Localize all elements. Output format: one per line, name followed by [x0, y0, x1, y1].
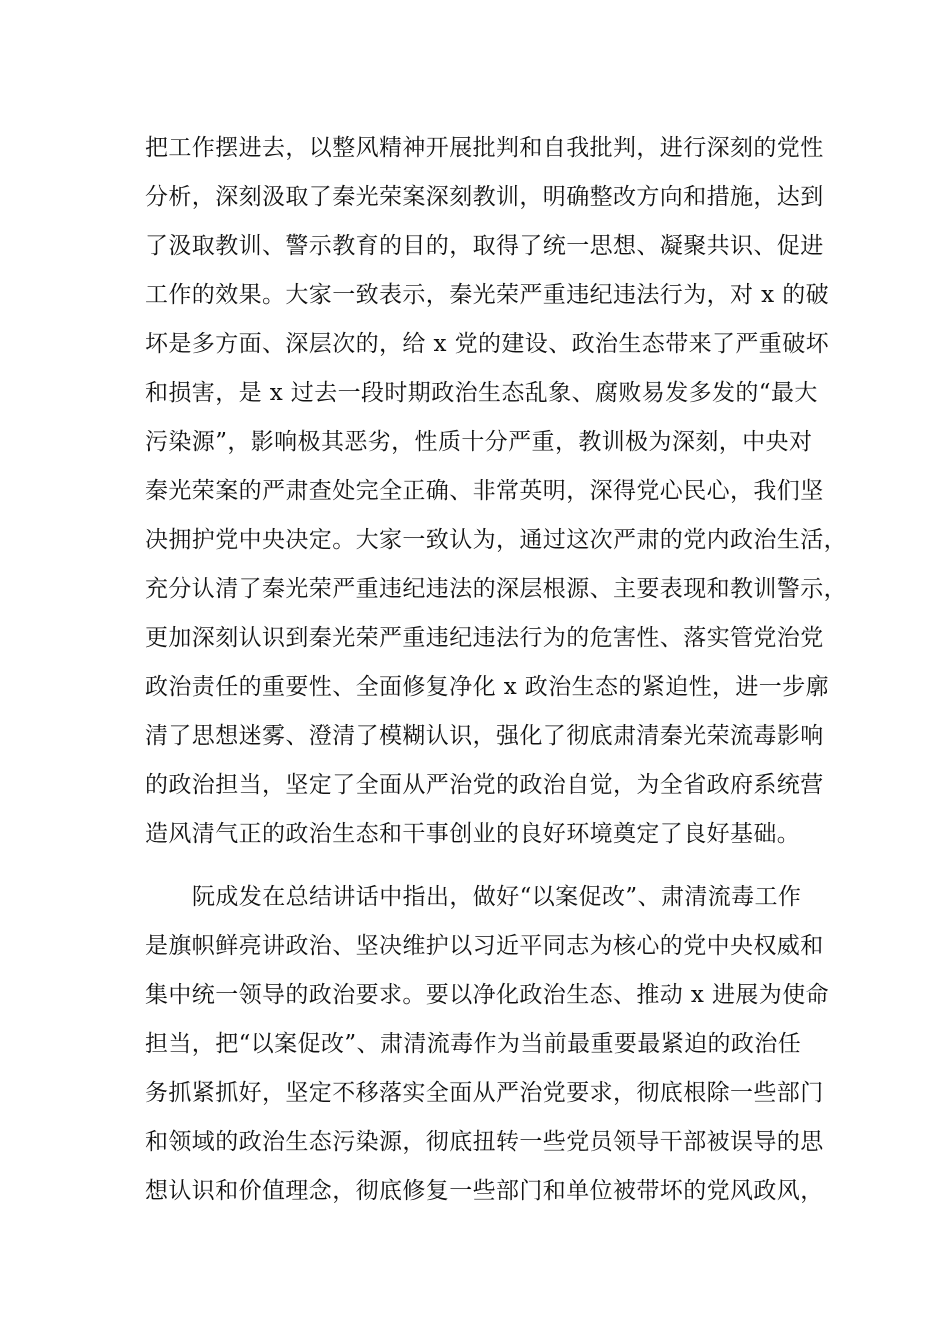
- text-line: 工作的效果。大家一致表示，秦光荣严重违纪违法行为，对 x 的破: [145, 282, 829, 308]
- text-line: 秦光荣案的严肃查处完全正确、非常英明，深得党心民心，我们坚: [145, 478, 824, 504]
- text-line: 污染源”，影响极其恶劣，性质十分严重，教训极为深刻，中央对: [145, 429, 813, 455]
- text-line: 把工作摆进去，以整风精神开展批判和自我批判，进行深刻的党性: [145, 135, 824, 161]
- text-line: 是旗帜鲜亮讲政治、坚决维护以习近平同志为核心的党中央权威和: [145, 933, 824, 959]
- text-line: 决拥护党中央决定。大家一致认为，通过这次严肃的党内政治生活，: [145, 527, 847, 553]
- text-line: 想认识和价值理念，彻底修复一些部门和单位被带坏的党风政风，: [145, 1178, 824, 1204]
- text-line: 政治责任的重要性、全面修复净化 x 政治生态的紧迫性，进一步廓: [145, 674, 829, 700]
- text-line: 的政治担当，坚定了全面从严治党的政治自觉，为全省政府系统营: [145, 772, 824, 798]
- text-line: 分析，深刻汲取了秦光荣案深刻教训，明确整改方向和措施，达到: [145, 184, 824, 210]
- text-line: 和损害，是 x 过去一段时期政治生态乱象、腐败易发多发的“最大: [145, 380, 818, 406]
- text-line: 了汲取教训、警示教育的目的，取得了统一思想、凝聚共识、促进: [145, 233, 824, 259]
- text-line: 担当，把“以案促改”、肃清流毒作为当前最重要最紧迫的政治任: [145, 1031, 802, 1057]
- text-line: 坏是多方面、深层次的，给 x 党的建设、政治生态带来了严重破坏: [145, 331, 829, 357]
- text-line: 集中统一领导的政治要求。要以净化政治生态、推动 x 进展为使命: [145, 982, 829, 1008]
- text-line: 更加深刻认识到秦光荣严重违纪违法行为的危害性、落实管党治党: [145, 625, 824, 651]
- text-line: 充分认清了秦光荣严重违纪违法的深层根源、主要表现和教训警示，: [145, 576, 847, 602]
- text-line: 务抓紧抓好，坚定不移落实全面从严治党要求，彻底根除一些部门: [145, 1080, 824, 1106]
- text-line: 造风清气正的政治生态和干事创业的良好环境奠定了良好基础。: [145, 821, 801, 847]
- paragraph-first-line: 阮成发在总结讲话中指出，做好“以案促改”、肃清流毒工作: [192, 884, 802, 910]
- text-line: 清了思想迷雾、澄清了模糊认识，强化了彻底肃清秦光荣流毒影响: [145, 723, 824, 749]
- text-line: 和领域的政治生态污染源，彻底扭转一些党员领导干部被误导的思: [145, 1129, 824, 1155]
